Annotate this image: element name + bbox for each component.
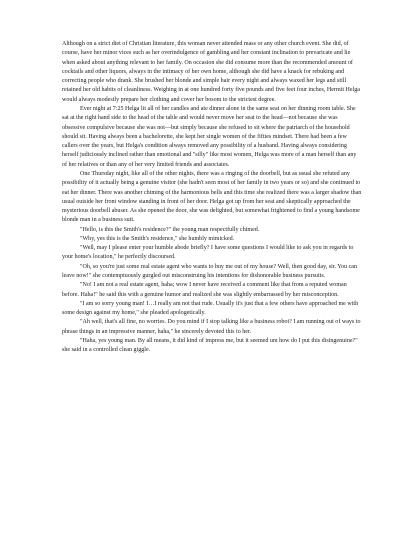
paragraph-11: "Haha, yes young man. By all means, it did kind of impress me, but it seemed um how do I put this disingenuine?" she said in a controlled clean giggle. — [62, 338, 358, 354]
paragraph-3: One Thursday night, like all of the other nights, there was a ringing of the doorbell, but as usual she refuted any possibility of it actually being a genuine visitor (she hadn't seen most of her family in two years or so) and she continued to eat her dinner. There was another chiming of the harmonious bells and this time she realized there was a larger shadow than usual outside her front window standing in front of her door. Helga got up from her seat and skeptically approached the mysterious doorbell abuser. As she opened the door, she was delighted, but somewhat frightened to find a young handsome blonde man in a business suit. — [62, 170, 362, 224]
paragraph-2: Ever night at 7:25 Helga lit all of her candles and ate dinner alone in the same seat on her dinning room table. She sat at the right hand side to the head of the table and would never move her seat to the head—not because she was obsessive compulsive because she was not—but simply because she refused to sit where the patriarch of the household should sit. Having always been a bachelorette, she kept her single women of the fifties mindset. There had been a few callers over the years, but Helga's condition always removed any possibility of a husband. Having always considering herself judiciously inclined rather than emotional and "silly" like most women, Helga was more of a man herself than any of her relatives or than any of her very limited friends and associates. — [62, 105, 357, 168]
paragraph-7: "Oh, so you're just some real estate agent who wants to buy me out of my house? Well, then good day, sir. You can leave now!" she contemptuously gurgled out misconstruing his intentions for dishonorable business pursuits. — [62, 263, 357, 280]
paragraph-10: "Ah well, that's all fine, no worries. Do you mind if I stop talking like a business robot? I am running out of ways to phrase things in an impressive manner, haha," he sincerely devoted this to her. — [62, 319, 361, 335]
paragraph-5: "Why, yes this is the Smith's residence," she humbly mimicked. — [80, 235, 235, 242]
paragraph-9: "I am so sorry young man! I…I really am not that rude. Usually it's just that a few others have approached me with some design against my home," she pleaded apologetically. — [62, 300, 359, 317]
document-page — [62, 40, 362, 356]
paragraph-6: "Well, may I please enter your humble abode briefly? I have some questions I would like to ask you in regards to your home's location," he perfectly discoursed. — [62, 245, 354, 261]
paragraph-8: "No! I am not a real estate agent, haha; wow I never have received a comment like that from a reputed woman before. Haha!" he said this with a genuine humor and realized she was slightly embarrassed by her misconception. — [62, 282, 347, 298]
paragraph-4: "Hello, is this the Smith's residence?" the young man respectfully chimed. — [80, 226, 260, 233]
paragraph-1: Although on a strict diet of Christian literature, this woman never attended mass or any other church event. She did, of course, have her minor vices such as her overindulgence of gambling and her constant inclination to prevaricate and lie when asked about anything relevant to her family. On occasion she did consume more than the recommended amount of cocktails and other liquors, always in the intimacy of her own home, although she did have a knack for rebuking and correcting people who drank. She brushed her blonde and simple hair every night and always waxed her legs and still retained her old habits of cleanliness. Weighing in at one hundred forty five pounds and five feet four inches, Hermit Helga would always modestly prepare her clothing and cover her bosom to the strictest degree. — [62, 41, 360, 103]
